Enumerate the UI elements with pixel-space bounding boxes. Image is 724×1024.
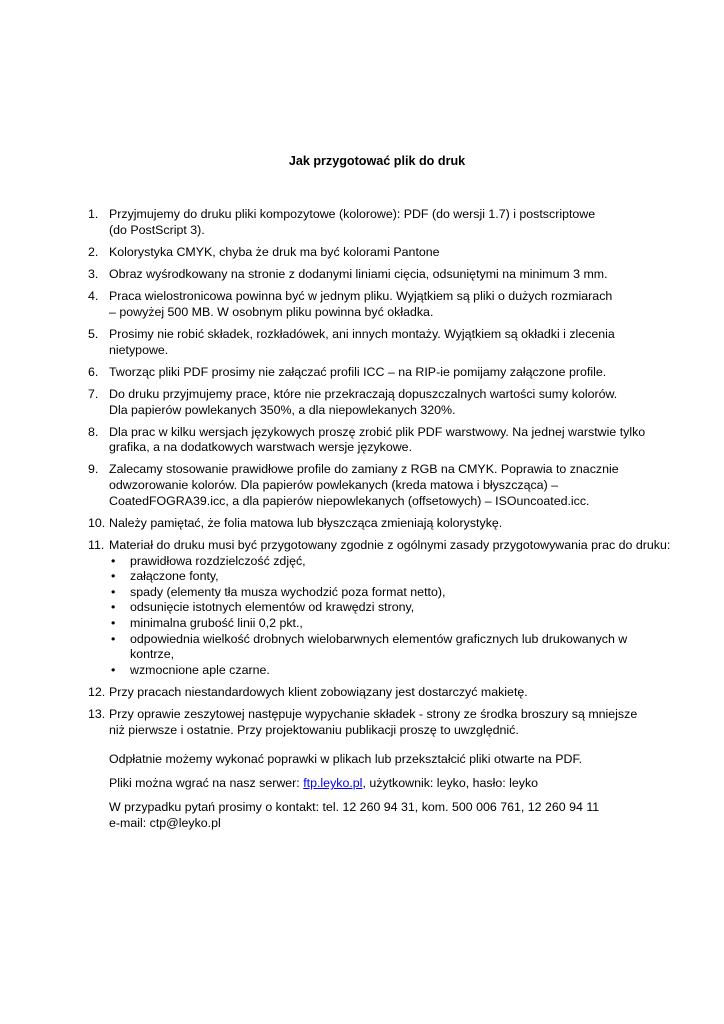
paid-corrections-text: Odpłatnie możemy wykonać poprawki w plikach lub przekształcić pliki otwarte na PDF.	[109, 752, 583, 766]
bullet-icon: •	[111, 662, 116, 677]
list-item-text: Obraz wyśrodkowany na stronie z dodanymi liniami cięcia, odsuniętymi na minimum 3 mm.	[109, 266, 608, 281]
list-item-number: 6.	[88, 364, 99, 379]
list-item	[88, 425, 678, 456]
bullet-text: kontrze,	[130, 647, 175, 662]
list-item-number: 9.	[88, 462, 99, 477]
list-item-number: 5.	[88, 326, 99, 341]
list-item	[88, 538, 678, 678]
upload-info	[109, 776, 689, 792]
list-item-text: Należy pamiętać, że folia matowa lub błyszcząca zmieniają kolorystykę.	[109, 515, 503, 530]
list-item-text: Dla papierów powlekanych 350%, a dla niepowlekanych 320%.	[109, 402, 456, 417]
list-item-text: Przyjmujemy do druku pliki kompozytowe (kolorowe): PDF (do wersji 1.7) i postscriptowe	[109, 207, 596, 221]
list-item-text: nietypowe.	[109, 342, 169, 357]
bullet-icon: •	[111, 553, 116, 568]
list-item	[88, 516, 678, 532]
list-item-text: Przy pracach niestandardowych klient zobowiązany jest dostarczyć makietę.	[109, 684, 528, 699]
bullet-item	[109, 600, 678, 616]
bullet-item	[109, 663, 678, 679]
bullet-icon: •	[111, 631, 116, 646]
bullet-text: odsunięcie istotnych elementów od krawędzi strony,	[130, 600, 415, 615]
bullet-text: odpowiednia wielkość drobnych wielobarwnych elementów graficznych lub drukowanych w	[130, 631, 628, 646]
bullet-text: minimalna grubość linii 0,2 pkt.,	[130, 616, 303, 630]
list-item-text: Prosimy nie robić składek, rozkładówek, ani innych montaży. Wyjątkiem są okładki i zlecenia	[109, 326, 615, 341]
list-item-text: Tworząc pliki PDF prosimy nie załączać profili ICC – na RIP-ie pomijamy załączone profile.	[109, 364, 607, 379]
list-item-number: 1.	[88, 207, 99, 221]
bullet-text: spady (elementy tła musza wychodzić poza format netto),	[130, 584, 446, 599]
list-item-text: Zalecamy stosowanie prawidłowe profile do zamiany z RGB na CMYK. Poprawia to znacznie	[109, 462, 619, 477]
bullet-text: załączone fonty,	[130, 569, 219, 584]
list-item-text: niż pierwsze i ostatnie. Przy projektowaniu publikacji proszę to uwzględnić.	[109, 722, 519, 737]
contact-phone: W przypadku pytań prosimy o kontakt: tel. 12 260 94 31, kom. 500 006 761, 12 260 94 11	[109, 800, 600, 815]
list-item-text: CoatedFOGRA39.icc, a dla papierów niepowlekanych (offsetowych) – ISOuncoated.icc.	[109, 493, 590, 508]
list-item-text: Dla prac w kilku wersjach językowych proszę zrobić plik PDF warstwowy. Na jednej warstwie tylko	[109, 424, 646, 439]
list-item-number: 3.	[88, 266, 99, 281]
contact-info	[109, 800, 689, 831]
list-item-text: Do druku przyjmujemy prace, które nie przekraczają dopuszczalnych wartości sumy kolorów.	[109, 386, 618, 401]
list-item	[88, 327, 678, 358]
bullet-item	[109, 616, 678, 632]
bullet-icon: •	[111, 569, 116, 584]
list-item-text: Przy oprawie zeszytowej następuje wypychanie składek - strony ze środka broszury są mniejsze	[109, 707, 638, 722]
bullet-list	[109, 554, 678, 679]
list-item	[88, 462, 678, 509]
list-item-number: 11.	[88, 538, 105, 553]
list-item-text: odwzorowanie kolorów. Dla papierów powlekanych (kreda matowa i błyszcząca) –	[109, 478, 559, 493]
bullet-icon: •	[111, 584, 116, 599]
list-item	[88, 707, 678, 738]
list-item-number: 2.	[88, 244, 99, 259]
ftp-link[interactable]: ftp.leyko.pl	[303, 776, 363, 791]
list-item	[88, 685, 678, 701]
requirements-list	[88, 207, 678, 745]
bullet-item	[109, 554, 678, 570]
bullet-item	[109, 569, 678, 585]
bullet-icon: •	[111, 600, 116, 615]
list-item	[88, 245, 678, 261]
upload-prefix: Pliki można wgrać na nasz serwer:	[109, 776, 304, 791]
bullet-item	[109, 632, 678, 663]
list-item-number: 13.	[88, 707, 106, 722]
list-item-text: Kolorystyka CMYK, chyba że druk ma być kolorami Pantone	[109, 244, 440, 259]
bullet-text: wzmocnione aple czarne.	[130, 662, 270, 677]
list-item	[88, 387, 678, 418]
bullet-text: prawidłowa rozdzielczość zdjęć,	[130, 553, 306, 568]
list-item-number: 4.	[88, 289, 99, 304]
list-item	[88, 267, 678, 283]
list-item-text: – powyżej 500 MB. W osobnym pliku powinna być okładka.	[109, 304, 434, 319]
page-title: Jak przygotować plik do druk	[288, 154, 466, 168]
list-item-text: grafika, a na dodatkowych warstwach wersje językowe.	[109, 440, 413, 455]
list-item-number: 12.	[88, 684, 106, 699]
upload-suffix: , użytkownik: leyko, hasło: leyko	[362, 776, 539, 791]
list-item-text: Materiał do druku musi być przygotowany zgodnie z ogólnymi zasady przygotowywania prac do druku:	[109, 538, 671, 553]
list-item-text: (do PostScript 3).	[109, 222, 205, 237]
list-item	[88, 365, 678, 381]
contact-email: e-mail: ctp@leyko.pl	[109, 815, 221, 830]
list-item-text: Praca wielostronicowa powinna być w jednym pliku. Wyjątkiem są pliki o dużych rozmiarach	[109, 289, 613, 304]
footer	[109, 752, 689, 840]
list-item-number: 7.	[88, 386, 99, 401]
list-item	[88, 289, 678, 320]
bullet-icon: •	[111, 616, 116, 630]
list-item	[88, 207, 678, 238]
list-item-number: 8.	[88, 424, 99, 439]
bullet-item	[109, 585, 678, 601]
list-item-number: 10.	[88, 515, 106, 530]
